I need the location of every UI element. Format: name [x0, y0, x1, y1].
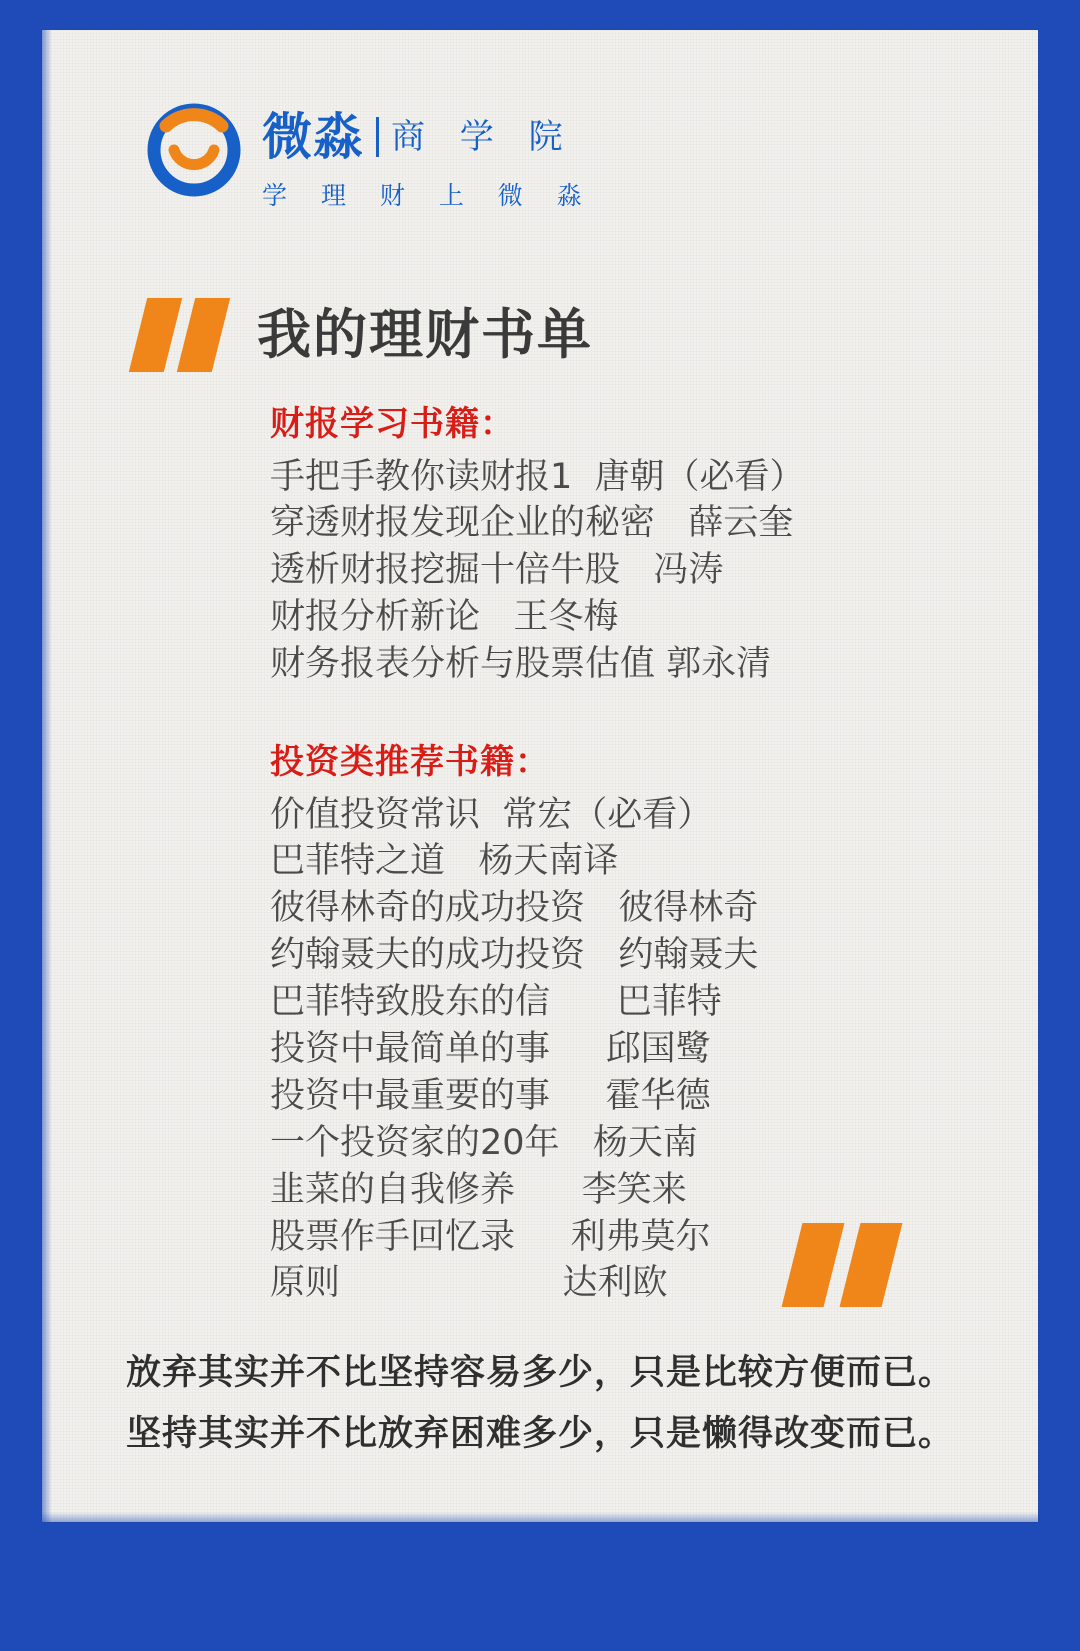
quote-mark-icon [138, 298, 221, 372]
list-item: 财务报表分析与股票估值 郭永清 [270, 644, 772, 685]
footer-line-2: 坚持其实并不比放弃困难多少，只是懒得改变而已。 [125, 1412, 954, 1454]
footer-line-1: 放弃其实并不比坚持容易多少，只是比较方便而已。 [125, 1351, 954, 1393]
list-item: 透析财报挖掘十倍牛股 冯涛 [270, 550, 724, 591]
list-item: 手把手教你读财报1 唐朝（必看） [270, 456, 805, 497]
brand-divider [376, 117, 379, 157]
brand-sub-name: 商 学 院 [391, 117, 575, 157]
footer-quote [42, 1342, 1038, 1465]
brand-logo [142, 98, 595, 212]
list-item: 一个投资家的20年 杨天南 [270, 1122, 698, 1163]
list-item: 巴菲特之道 杨天南译 [270, 841, 619, 882]
list-item: 彼得林奇的成功投资 彼得林奇 [270, 888, 759, 929]
list-item: 投资中最简单的事 邱国鹭 [270, 1029, 711, 1069]
list-item: 约翰聂夫的成功投资 约翰聂夫 [270, 935, 759, 976]
list-item: 穿透财报发现企业的秘密 薛云奎 [270, 503, 794, 544]
book-section [270, 740, 1030, 1307]
list-item: 韭菜的自我修养 李笑来 [270, 1169, 687, 1210]
list-item: 投资中最重要的事 霍华德 [270, 1075, 711, 1116]
page-title: 我的理财书单 [257, 303, 593, 366]
book-list [270, 402, 1030, 1307]
list-item: 巴菲特致股东的信 巴菲特 [270, 982, 722, 1023]
list-item: 原则 达利欧 [270, 1263, 668, 1304]
list-item: 价值投资常识 常宏（必看） [270, 794, 713, 835]
circle-smile-logo-icon [142, 98, 246, 202]
quote-mark-bottom-icon [792, 1223, 892, 1307]
book-section [270, 402, 1030, 688]
section-heading: 投资类推荐书籍： [270, 742, 550, 782]
brand-name: 微淼 [262, 108, 364, 166]
list-item: 股票作手回忆录 利弗莫尔 [270, 1216, 711, 1257]
brand-text [262, 98, 595, 212]
section-heading: 财报学习书籍： [270, 404, 515, 444]
title-row [138, 298, 593, 372]
poster-paper [42, 30, 1038, 1522]
brand-tagline: 学 理 财 上 微 淼 [262, 181, 595, 210]
list-item: 财报分析新论 王冬梅 [270, 597, 619, 638]
